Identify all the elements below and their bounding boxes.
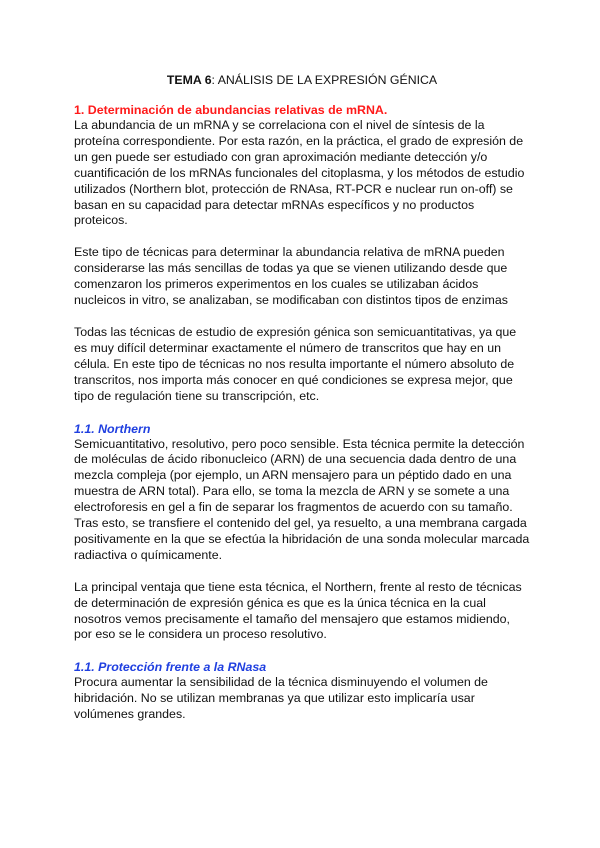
paragraph-spacer [74, 229, 530, 245]
paragraph-northern-ventaja: La principal ventaja que tiene esta técnica, el Northern, frente al resto de técnicas de determinación de expresión génica es que es la única técnica en la cual nosotros vemos precisamente el tamaño del mensajero que estamos midiendo, por eso se le considera un proceso resolutivo. [74, 579, 522, 642]
subsection-heading-rnasa: 1.1. Protección frente a la RNasa [74, 660, 267, 675]
paragraph-northern-descripcion: Semicuantitativo, resolutivo, pero poco sensible. Esta técnica permite la detección de moléculas de ácido ribonucleico (ARN) de una secuencia dada dentro de una mezcla compleja (por ejemplo, un ARN mensajero para un péptido dado en una muestra de ARN total). Para ello, se toma la mezcla de ARN y se somete a una electroforesis en gel a fin de separar los fragmentos de acuerdo con su tamaño. Tras esto, se transfiere el contenido del gel, ya resuelto, a una membrana cargada positivamente en la que se efectúa la hibridación de una sonda molecular marcada radiactiva o químicamente. [74, 436, 530, 562]
paragraph-spacer [74, 564, 530, 580]
paragraph-spacer [74, 309, 530, 325]
page-title [74, 72, 530, 88]
title-topic-number: TEMA 6 [166, 73, 212, 87]
subsection-heading-northern: 1.1. Northern [74, 421, 151, 436]
paragraph-abundancia-mrna: La abundancia de un mRNA y se correlaciona con el nivel de síntesis de la proteína correspondiente. Por esta razón, en la práctica, el grado de expresión de un gen puede ser estudiado con gran aproximación mediante detección y/o cuantificación de los mRNAs funcionales del citoplasma, y los métodos de estudio utilizados (Northern blot, protección de RNAsa, RT-PCR e nuclear run on-off) se basan en su capacidad para detectar mRNAs específicos y no productos proteicos. [74, 118, 525, 228]
paragraph-spacer [74, 405, 530, 421]
paragraph-rnasa-descripcion: Procura aumentar la sensibilidad de la técnica disminuyendo el volumen de hibridación. No se utilizan membranas ya que utilizar esto implicaría usar volúmenes grandes. [74, 675, 488, 722]
paragraph-tipo-tecnicas: Este tipo de técnicas para determinar la abundancia relativa de mRNA pueden considerarse las más sencillas de todas ya que se vienen utilizando desde que comenzaron los primeros experimentos en los cuales se utilizaban ácidos nucleicos in vitro, se analizaban, se modificaban con distintos tipos de enzimas [74, 245, 508, 308]
paragraph-spacer [74, 643, 530, 659]
paragraph-semicuantitativas: Todas las técnicas de estudio de expresión génica son semicuantitativas, ya que es muy difícil determinar exactamente el número de transcritos que hay en un célula. En este tipo de técnicas no nos resulta importante el número absoluto de transcritos, nos importa más conocer en qué condiciones se expresa mejor, que tipo de regulación tiene su transcripción, etc. [74, 324, 517, 403]
section-heading-abundancias: 1. Determinación de abundancias relativas de mRNA. [74, 103, 388, 117]
title-topic-name: : ANÁLISIS DE LA EXPRESIÓN GÉNICA [211, 73, 438, 87]
